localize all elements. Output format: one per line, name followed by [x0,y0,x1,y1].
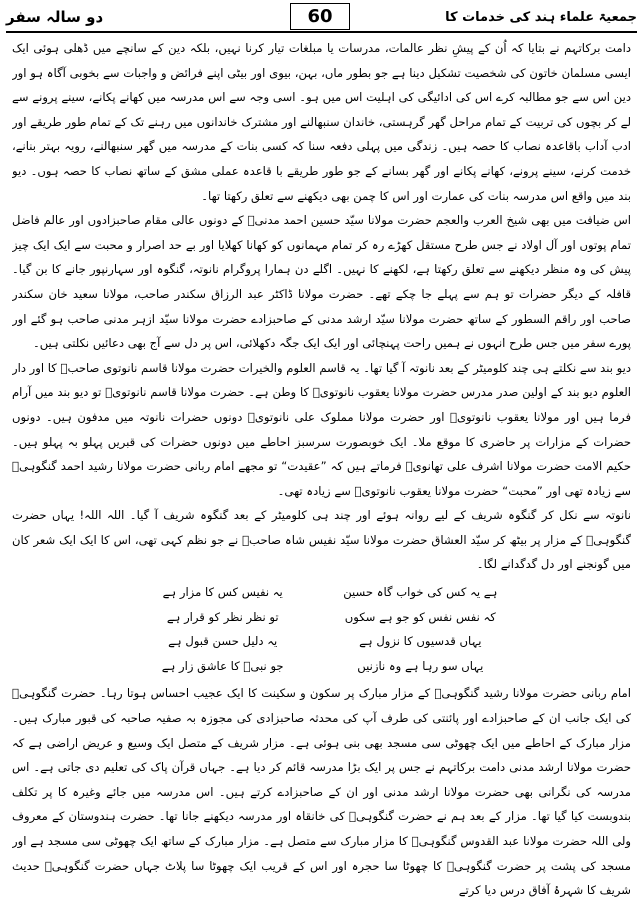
poem-hemistich: جو نبیؐ کا عاشق زار ہے [161,658,284,673]
poem-hemistich: کہ نفس نفس کو جو ہے سکوں [344,609,496,624]
poem-hemistich: یہاں قدسیوں کا نزول ہے [359,634,482,649]
paragraph: امام ربانی حضرت مولانا رشید گنگوہیؒ کے مزار مبارک پر سکون و سکینت کا ایک عجیب احساس ہوتا رہا۔ حضرت گنگوہیؒ کی ایک جانب ان کے صاحبزادے اور پائنتی کی طرف آپ کی محدثہ صاحبزادی کی مجوزہ بہ صفیہ صاحبہ کی قبور مبارک ہیں۔ مزار مبارک کے احاطے میں ایک چھوٹی سی مسجد بھی بنی ہوئی ہے۔ مزار شریف کے متصل ایک وسیع و عریض اراضی ہے کہ حضرت مولانا ارشد مدنی دامت برکاتہم نے جس پر ایک بڑا مدرسہ قائم کر دیا ہے۔ جہاں قرآن پاک کی تعلیم دی جاتی ہے۔ اس مدرسہ کی نگرانی بھی حضرت مولانا ارشد مدنی اور ان کے صاحبزادے کرتے ہیں۔ اس مدرسہ میں جائے وغیرہ کا پر تکلف بندوبست کیا گیا تھا۔ مزار کے بعد ہم نے حضرت گنگوہیؒ کی خانقاہ اور مدرسہ دیکھنے جانا تھا۔ حضرت ہندوستان کے معروف ولی اللہ حضرت مولانا عبد القدوس گنگوہیؒ کا مزار مبارک سے متصل ہے۔ مزار مبارک کے ساتھ ایک چھوٹی سی مسجد ہے اور مسجد کی پشت پر حضرت گنگوہیؒ کا چھوٹا سا حجرہ اور اس کے قریب ایک چھوٹا سا پلاٹ جہاں حضرت گنگوہیؒ حدیث شریف کا شہرۂ آفاق درس دیا کرتے [12,686,631,898]
paragraph: دیو بند سے نکلتے ہی چند کلومیٹر کے بعد نانوتہ آ گیا تھا۔ یہ قاسم العلوم والخیرات حضرت مولانا قاسم نانوتوی صاحبؒ کا اور دار العلوم دیو بند کے اولین صدر مدرس حضرت مولانا یعقوب نانوتویؒ کا وطن ہے۔ حضرت مولانا قاسم نانوتویؒ تو دیو بند میں آرام فرما ہیں اور مولانا یعقوب نانوتویؒ اور حضرت مولانا مملوک علی نانوتویؒ دونوں حضرات نانوتہ میں مدفون ہیں۔ دونوں حضرات کے مزارات پر حاضری کا موقع ملا۔ ایک خوبصورت سرسبز احاطے میں دونوں حضرات کی قبریں پہلو بہ پہلو ہیں۔ حکیم الامت حضرت مولانا اشرف علی تھانویؒ فرماتے ہیں کہ ”عقیدت“ تو مجھے امام ربانی حضرت مولانا رشید احمد گنگوہیؒ سے زیادہ تھی اور ”محبت“ حضرت مولانا یعقوب نانوتویؒ سے زیادہ تھی۔ [12,360,631,498]
page-number: 60 [290,3,350,30]
paragraph: اس ضیافت میں بھی شیخ العرب والعجم حضرت مولانا سیّد حسین احمد مدنیؒ کے دونوں عالی مقام صاحبزادوں اور عالم فاضل تمام پوتوں اور آل اولاد نے جس طرح مستقل کھڑے رہ کر تمام مہمانوں کو کھانا کھلایا اور بے حد اصرار و محبت سے ایک ایک چیز پیش کی وہ منظر دیکھنے سے تعلق رکھتا ہے، لکھنے کا نہیں۔ اگلے دن ہمارا پروگرام نانوتہ، گنگوہ اور سہارنپور جانے کا بن گیا۔ قافلہ کے دیگر حضرات تو ہم سے پہلے جا چکے تھے۔ حضرت مولانا ڈاکٹر عبد الرزاق سکندر صاحب، مولانا سعید خان سکندر صاحب اور راقم السطور کے ساتھ حضرت مولانا سیّد ارشد مدنی کے صاحبزادے حضرت مولانا سیّد ازہر مدنی صاحب ہو گئے اور پورے سفر میں جس طرح انہوں نے ہمیں راحت پہنچائی اور ایک ایک جگہ دکھلائی، اس پر دل سے آج بھی دعائیں نکلتی ہیں۔ [12,213,631,351]
poem-couplet [132,605,512,630]
poem-hemistich: تو نظر نظر کو قرار ہے [166,609,279,624]
paragraph: دامت برکاتہم نے بتایا کہ اُن کے پیشِ نظر عالمات، مدرسات یا مبلغات تیار کرنا نہیں، بلکہ دین کے سانچے میں ڈھلی ہوئی ایک ایسی مسلمان خاتون کی شخصیت تشکیل دینا ہے جو بطور ماں، بہن، بیوی اور بیٹی اپنے فرائض و واجبات سے بخوبی آگاہ ہو اور دین اس سے جو مطالبہ کرے اس کی ادائیگی کی اہلیت اس میں ہو۔ اسی وجہ سے اس مدرسہ میں کھانے پکانے، سینے پرونے سے لے کر بچوں کی تربیت کے تمام مراحل گھر گرہستی، خاندان سنبھالنے اور مشترک خاندانوں میں رہنے تک کے تمام طور طریقے اور ادب آداب باقاعدہ نصاب کا حصہ ہیں۔ زندگی میں پہلی دفعہ سنا کہ کسی بنات کے مدرسہ میں گھر سنبھالنے، رویہ بہتر بنانے، خدمت کرنے، سینے پرونے، کھانے پکانے اور گھر بسانے کے جو طور طریقے با قاعدہ عملی مشق کے ساتھ نصاب کا حصہ ہوں۔ دیو بند میں واقع اس مدرسہ بنات کی عمارت اور اس کا چمن بھی دیکھنے سے تعلق رکھتا تھا۔ [12,41,631,203]
poem-couplet [132,629,512,654]
poem-hemistich: یہاں سو رہا ہے وہ نازنیں [357,658,484,673]
poem-hemistich: یہ دلیل حسن قبول ہے [168,634,278,649]
paragraph: نانوتہ سے نکل کر گنگوہ شریف کے لیے روانہ ہوئے اور چند ہی کلومیٹر کے بعد گنگوہ شریف آ گیا۔ اللہ اللہ! یہاں حضرت گنگوہیؒ کے مزار پر بیٹھ کر سیّد العشاق حضرت مولانا سیّد نفیس شاہ صاحبؒ نے جو نظم کہی تھی، اس کا ایک ایک شعر کان میں گونجنے اور دل گدگدانے لگا۔ [12,508,631,572]
poem-couplet [132,654,512,679]
magazine-title: جمعیۃ علماء ہند کی خدمات کا [445,9,637,25]
poem-hemistich: یہ نفیس کس کا مزار ہے [162,585,283,600]
section-title: دو سالہ سفر [6,8,104,26]
poem [132,580,512,678]
header-rule [6,31,637,33]
poem-couplet [132,580,512,605]
page-body [12,36,631,907]
poem-hemistich: ہے یہ کس کی خواب گاہ حسین [343,585,498,600]
